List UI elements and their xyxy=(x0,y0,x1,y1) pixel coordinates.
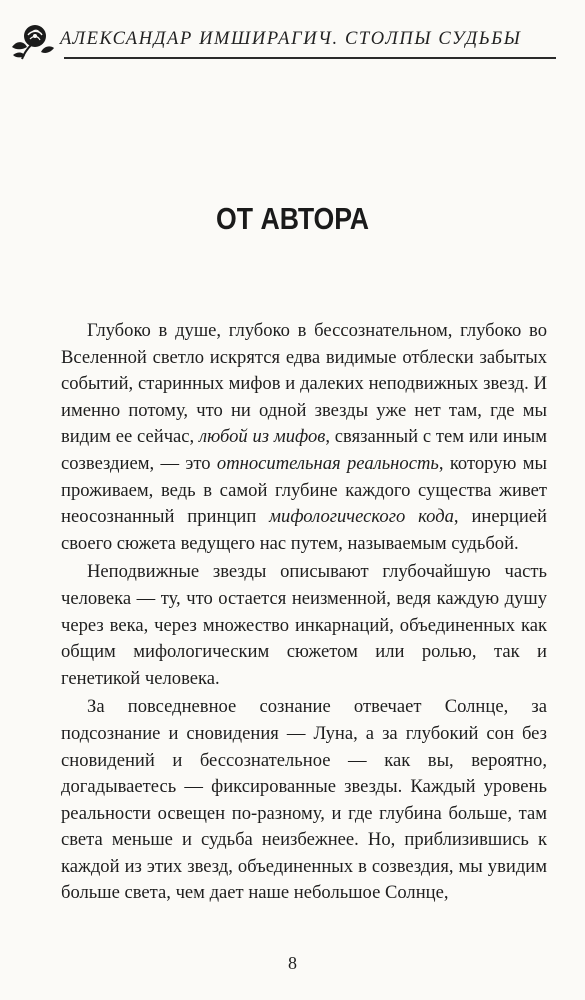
header-rule xyxy=(64,57,556,59)
body-text xyxy=(61,318,547,907)
chapter-title: ОТ АВТОРА xyxy=(216,201,369,236)
paragraph-1-part-1: Глубоко в душе, глубоко в бессознательном, глубоко во Вселенной светло искрятся едва видимые отблески забытых событий, старинных мифов и далеких неподвижных звезд. И именно потому, что ни одной звезды уже нет там, где мы видим ее сейчас, xyxy=(61,320,547,448)
running-header xyxy=(8,20,558,62)
paragraph-3: За повседневное сознание отвечает Солнце, за подсознание и сновидения — Луна, а за глубокий сон без сновидений и бессознательное — как вы, вероятно, догадываетесь — фиксированные звезды. Каждый уровень реальности освещен по-разному, и где глубина больше, там света меньше и судьба неизбежнее. Но, приблизившись к каждой из этих звезд, объединенных в созвездия, мы увидим больше света, чем дает наше небольшое Солнце, xyxy=(61,696,547,904)
paragraph-1-italic-1: любой из мифов xyxy=(199,426,326,448)
page-number: 8 xyxy=(288,953,297,973)
paragraph-1-part-2: , связанный с тем или иным созвездием, — это xyxy=(61,426,547,474)
paragraph-1-italic-2: относительная реальность xyxy=(216,452,439,474)
paragraph-1-part-3: , которую мы проживаем, ведь в самой глубине каждого существа живет неосознанный принцип xyxy=(61,452,547,528)
running-head-title: АЛЕКСАНДАР ИМШИРАГИЧ. СТОЛПЫ СУДЬБЫ xyxy=(60,29,522,49)
paragraph-2: Неподвижные звезды описывают глубочайшую часть человека — ту, что остается неизменной, ведя каждую душу через века, через множество инкарнаций, объединенных как общим мифологическим сюжетом или ролью, так и генетикой человека. xyxy=(61,561,547,689)
paragraph-1 xyxy=(61,318,547,557)
paragraph-1-part-4: , инерцией своего сюжета ведущего нас путем, называемым судьбой. xyxy=(61,506,547,554)
rose-icon xyxy=(8,22,56,60)
paragraph-1-italic-3: мифологического кода xyxy=(269,506,454,528)
